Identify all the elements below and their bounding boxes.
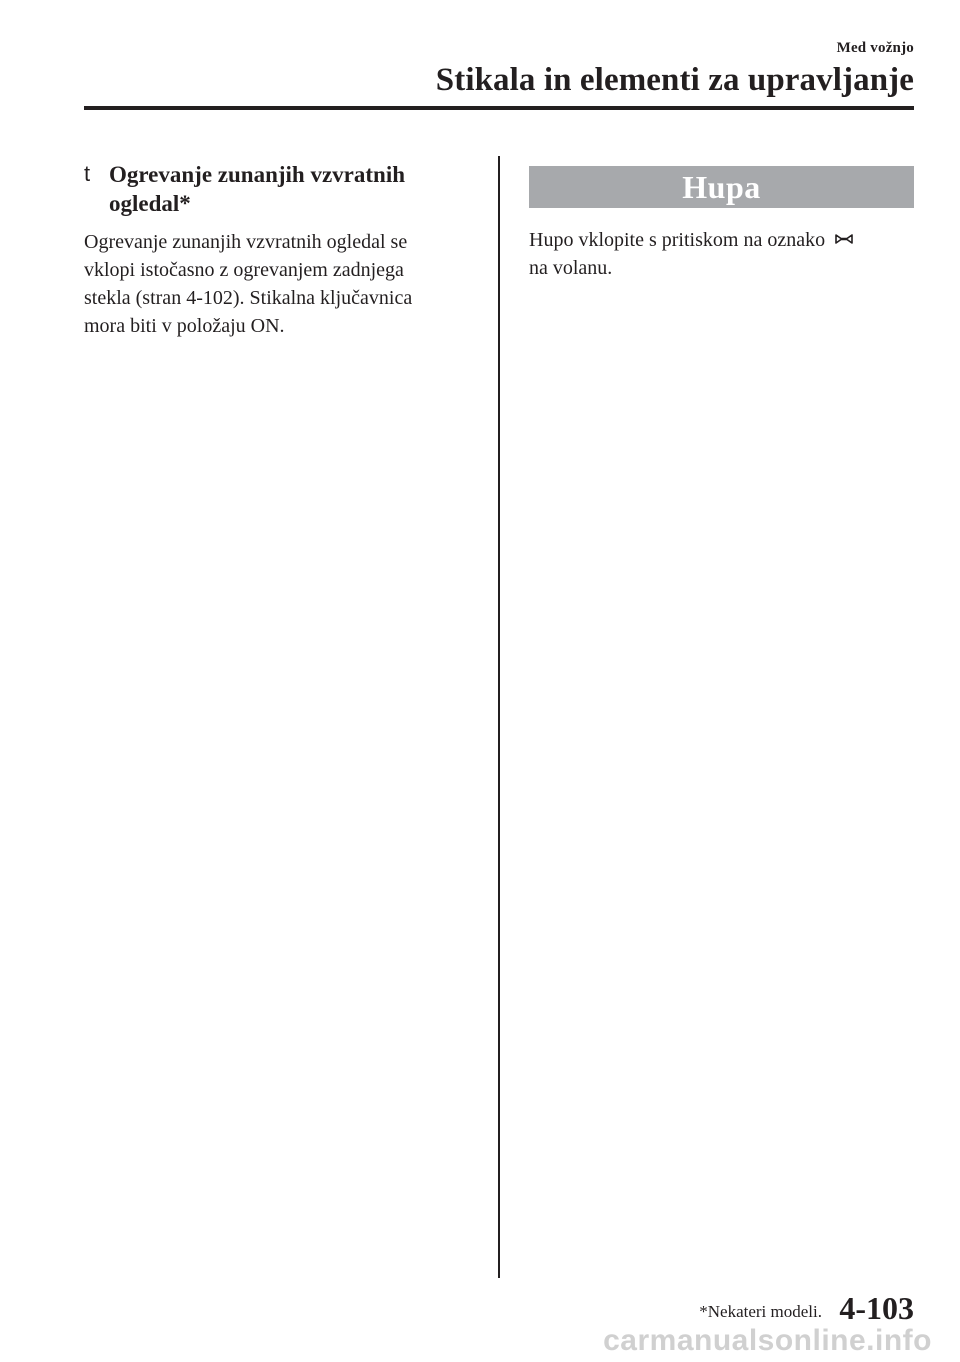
horn-paragraph	[529, 225, 914, 282]
right-column	[529, 166, 914, 282]
banner-title: Hupa	[682, 168, 761, 205]
footer-note: *Nekateri modeli.	[699, 1302, 822, 1321]
heading-line-1: Ogrevanje zunanjih vzvratnih	[109, 162, 406, 187]
horn-text-start: Hupo vklopite s pritiskom na oznako	[529, 229, 826, 251]
page-number: 4-103	[839, 1290, 914, 1326]
section-banner	[529, 166, 914, 208]
heading-line-2: ogledal*	[109, 191, 191, 216]
bullet-marker: t	[84, 161, 91, 186]
watermark: carmanualsonline.info	[603, 1324, 932, 1357]
horn-text-end: na volanu.	[529, 257, 613, 279]
column-divider	[498, 156, 500, 1278]
left-column	[84, 160, 476, 340]
mirror-heating-paragraph: Ogrevanje zunanjih vzvratnih ogledal se vklopi istočasno z ogrevanjem zadnjega stekla (stran 4-102). Stikalna ključavnica mora biti v položaju ON.	[84, 231, 413, 337]
section-label: Med vožnjo	[836, 40, 914, 56]
horn-icon	[834, 225, 854, 253]
subsection-heading	[84, 160, 476, 218]
header-rule	[84, 106, 914, 110]
page-title: Stikala in elementi za upravljanje	[435, 62, 914, 98]
